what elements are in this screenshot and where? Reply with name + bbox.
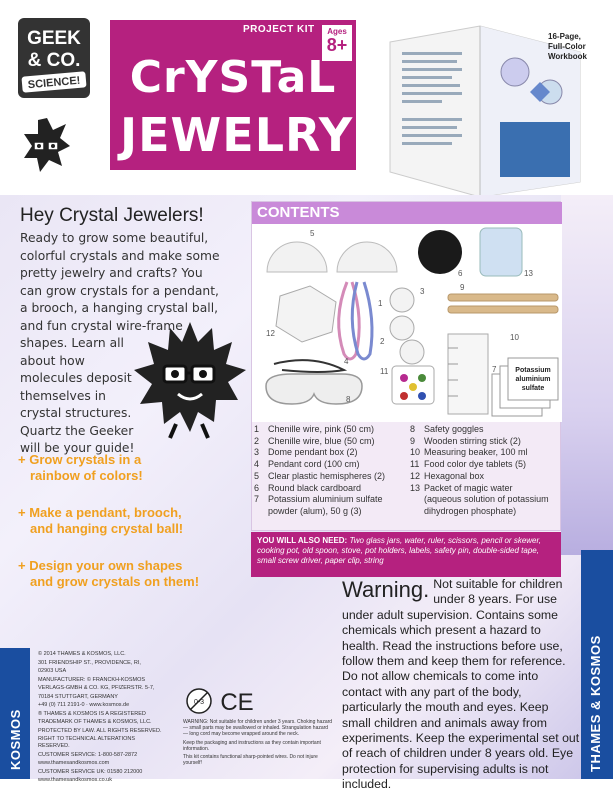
intro-heading: Hey Crystal Jewelers! <box>20 205 204 226</box>
feature-line: + Design your own shapes <box>18 558 183 573</box>
small-warning-text: — long cord may become wrapped around the neck. <box>183 731 300 738</box>
project-kit-label: PROJECT KIT <box>243 24 315 35</box>
item-number: 13 <box>524 269 533 278</box>
workbook-note-line2: Full-Color <box>548 42 586 51</box>
logo-line1: GEEK <box>27 28 81 49</box>
legal-line: CUSTOMER SERVICE: 1-800-587-2872 <box>38 751 138 758</box>
item-number: 4 <box>344 357 349 366</box>
legal-line: ® THAMES & KOSMOS IS A REGISTERED <box>38 710 146 717</box>
contents-item-text: dihydrogen phosphate) <box>424 505 517 516</box>
contents-title: CONTENTS <box>257 204 340 221</box>
contents-item-text: Clear plastic hemispheres (2) <box>268 470 386 481</box>
legal-line: www.thamesandkosmos.co.uk <box>38 777 112 783</box>
contents-item-number: 2 <box>254 435 260 446</box>
kosmos-brand: KOSMOS <box>8 709 23 770</box>
feature-line: rainbow of colors! <box>30 468 143 483</box>
contents-item-text: (aqueous solution of potassium <box>424 494 549 505</box>
item-number: 8 <box>346 395 351 404</box>
contents-item <box>410 494 560 506</box>
item-number: 7 <box>492 365 497 374</box>
contents-item-number: 3 <box>254 447 260 458</box>
contents-item-text: powder (alum), 50 g (3) <box>268 505 362 516</box>
small-warning-text: Keep the packaging and instructions as they contain important <box>183 739 321 746</box>
item-number: 1 <box>378 299 383 308</box>
contents-item-number: 5 <box>254 470 260 481</box>
also-need-label: YOU WILL ALSO NEED: <box>257 536 348 545</box>
legal-line: 301 FRIENDSHIP ST., PROVIDENCE, RI, <box>38 659 141 666</box>
contents-item-number: 1 <box>254 424 260 434</box>
contents-item <box>254 506 409 518</box>
warning-title: Warning. <box>342 577 430 602</box>
contents-panel <box>251 201 561 531</box>
small-warning-text: — small parts may be swallowed or inhaled. Strangulation hazard <box>183 725 329 732</box>
contents-item-number: 8 <box>410 424 416 434</box>
small-warning-text: yourself! <box>183 760 202 767</box>
contents-photo <box>252 224 562 422</box>
contents-item-number: 11 <box>410 459 420 470</box>
contents-item-number: 12 <box>410 470 421 481</box>
legal-line: +49 (0) 711 2191-0 · www.kosmos.de <box>38 702 130 708</box>
contents-item <box>410 459 560 471</box>
contents-item <box>410 483 560 495</box>
small-warning-line <box>183 754 333 766</box>
warning-block <box>342 577 580 793</box>
legal-line: MANUFACTURER: © FRANCKH-KOSMOS <box>38 676 146 683</box>
intro-line: pretty jewelry and crafts? You <box>20 266 203 280</box>
legal-line: 70184 STUTTGART, GERMANY <box>38 693 118 700</box>
contents-item-text: Packet of magic water <box>424 482 513 493</box>
contents-item-text: Safety goggles <box>424 424 484 434</box>
legal-line: VERLAGS-GMBH & CO. KG, PFIZERSTR. 5-7, <box>38 685 155 691</box>
feature-make-pendant <box>18 505 248 537</box>
quartz-mascot-icon <box>130 320 250 440</box>
ages-value: 8+ <box>326 35 348 55</box>
legal-text <box>38 651 168 786</box>
item-number: 9 <box>460 283 465 292</box>
title-panel <box>110 20 356 170</box>
contents-item-number: 10 <box>410 447 421 458</box>
contents-item <box>410 447 560 459</box>
intro-line: a brooch, a hanging crystal ball, <box>20 301 219 315</box>
legal-line: © 2014 THAMES & KOSMOS, LLC. <box>38 651 126 657</box>
contents-item-text: Round black cardboard <box>268 482 362 493</box>
contents-item-number <box>410 506 424 518</box>
contents-item-number: 13 <box>410 482 421 493</box>
intro-line: and fun crystal wire-frame <box>20 318 183 333</box>
item-number: 3 <box>420 287 425 296</box>
intro-line: Quartz the Geeker <box>20 423 134 438</box>
item-number: 5 <box>310 229 315 238</box>
feature-line: + Grow crystals in a <box>18 452 142 467</box>
contents-item-number <box>410 494 424 506</box>
legal-line: www.thamesandkosmos.com <box>38 760 110 766</box>
safety-marks <box>185 686 265 716</box>
contents-item-number: 4 <box>254 459 260 470</box>
item-number: 11 <box>380 367 389 376</box>
feature-line: and hanging crystal ball! <box>30 521 184 536</box>
contents-item <box>254 424 409 436</box>
also-need-box <box>251 532 561 577</box>
intro-line: molecules deposit <box>20 371 132 385</box>
contents-item <box>410 424 560 436</box>
legal-line: 02903 USA <box>38 668 67 674</box>
contents-item-text: Measuring beaker, 100 ml <box>424 447 528 458</box>
header <box>0 0 613 200</box>
contents-column-right <box>410 424 560 518</box>
small-warning-text: information. <box>183 745 210 752</box>
contents-item-text: Hexagonal box <box>424 470 485 481</box>
intro-line: can grow crystals for a pendant, <box>20 283 219 298</box>
small-warning-line <box>183 719 333 738</box>
intro-line: Ready to grow some beautiful, <box>20 231 209 245</box>
thames-kosmos-brand: THAMES & KOSMOS <box>588 635 603 772</box>
legal-line: CUSTOMER SERVICE UK: 01580 212000 <box>38 768 143 775</box>
small-warning-line <box>183 740 333 752</box>
workbook-note <box>548 32 610 62</box>
contents-item <box>254 447 409 459</box>
age-warning-text: 0-3 <box>193 699 205 706</box>
legal-line: TRADEMARK OF THAMES & KOSMOS, LLC. <box>38 719 152 725</box>
contents-item-text: Dome pendant box (2) <box>268 447 358 458</box>
contents-item <box>410 506 560 518</box>
intro-line: shapes. Learn all <box>20 336 124 350</box>
item-number: 10 <box>510 333 519 342</box>
intro-line: crystal structures. <box>20 406 132 420</box>
contents-item <box>410 436 560 448</box>
right-decoration <box>561 195 613 555</box>
contents-item-number: 7 <box>254 494 260 505</box>
item-number: 6 <box>458 269 463 278</box>
ages-label: Ages <box>327 27 347 36</box>
contents-item <box>410 471 560 483</box>
contents-item <box>254 459 409 471</box>
contents-item-text: Potassium aluminium sulfate <box>268 494 383 505</box>
intro-line: colorful crystals and make some <box>20 248 220 263</box>
legal-line: PROTECTED BY LAW. ALL RIGHTS RESERVED. <box>38 727 162 734</box>
contents-item-text: Chenille wire, blue (50 cm) <box>268 435 375 446</box>
small-warning <box>183 719 333 768</box>
workbook-note-line1: 16-Page, <box>548 32 581 41</box>
contents-item-number: 9 <box>410 435 416 446</box>
contents-item-text: Food color dye tablets (5) <box>424 459 527 470</box>
contents-column-left <box>254 424 409 518</box>
contents-item-text: Chenille wire, pink (50 cm) <box>268 424 375 434</box>
logo-line3: SCIENCE! <box>27 74 81 92</box>
item-number: 12 <box>266 329 275 338</box>
small-warning-text: WARNING: Not suitable for children under 3 years. Choking hazard <box>183 719 333 725</box>
product-title-line2: JEWELRY <box>120 108 354 162</box>
also-need-text: Two glass jars, water, ruler, scissors, pencil or skewer, cooking pot, old spoon, stove, pot holders, labels, safety pin, double-sided tape, small screw driver, paper clip, string <box>257 536 541 565</box>
product-title-line1: CrYSTaL <box>129 52 337 103</box>
contents-item <box>254 483 409 495</box>
contents-item-number <box>254 506 268 518</box>
contents-item-text: Wooden stirring stick (2) <box>424 435 521 446</box>
contents-item-number: 6 <box>254 482 260 493</box>
alum-label-1: Potassium <box>515 367 551 374</box>
contents-item <box>254 471 409 483</box>
alum-label-3: sulfate <box>521 385 545 392</box>
contents-item <box>254 436 409 448</box>
small-warning-text: This kit contains functional sharp-pointed wires. Do not injure <box>183 754 318 761</box>
contents-header <box>252 202 562 224</box>
logo-line2: & CO. <box>27 50 81 71</box>
contents-item-text: Pendant cord (100 cm) <box>268 459 360 470</box>
intro-line: will be your guide! <box>20 441 135 455</box>
geek-and-co-logo <box>14 18 94 100</box>
contents-item <box>254 494 409 506</box>
legal-line: RIGHT TO TECHNICAL ALTERATIONS RESERVED. <box>38 736 135 749</box>
item-number: 2 <box>380 337 385 346</box>
intro-line: about how <box>20 353 85 368</box>
intro-line: themselves in <box>20 388 106 403</box>
warning-text: Not suitable for children under 8 years. For use under adult supervision. Contains some chemicals which present a hazard to health. Read the instructions before use, follow them and keep them for reference. Do not allow chemicals to come into contact with any part of the body, particularly the mouth and eyes. Keep small children and animals away from experiments. Keep the experimental set out of reach of children under 8 years old. Eye protection for supervising adults is not included. <box>342 577 580 792</box>
feature-line: + Make a pendant, brooch, <box>18 505 182 520</box>
feature-grow-crystals <box>18 452 248 484</box>
alum-label-2: aluminium <box>515 376 551 383</box>
quartz-mascot-small-icon <box>22 116 72 176</box>
workbook-note-line3: Workbook <box>548 52 587 61</box>
ce-mark-icon: CE <box>220 689 254 716</box>
feature-design-shapes <box>18 558 248 590</box>
feature-line: and grow crystals on them! <box>30 574 200 589</box>
